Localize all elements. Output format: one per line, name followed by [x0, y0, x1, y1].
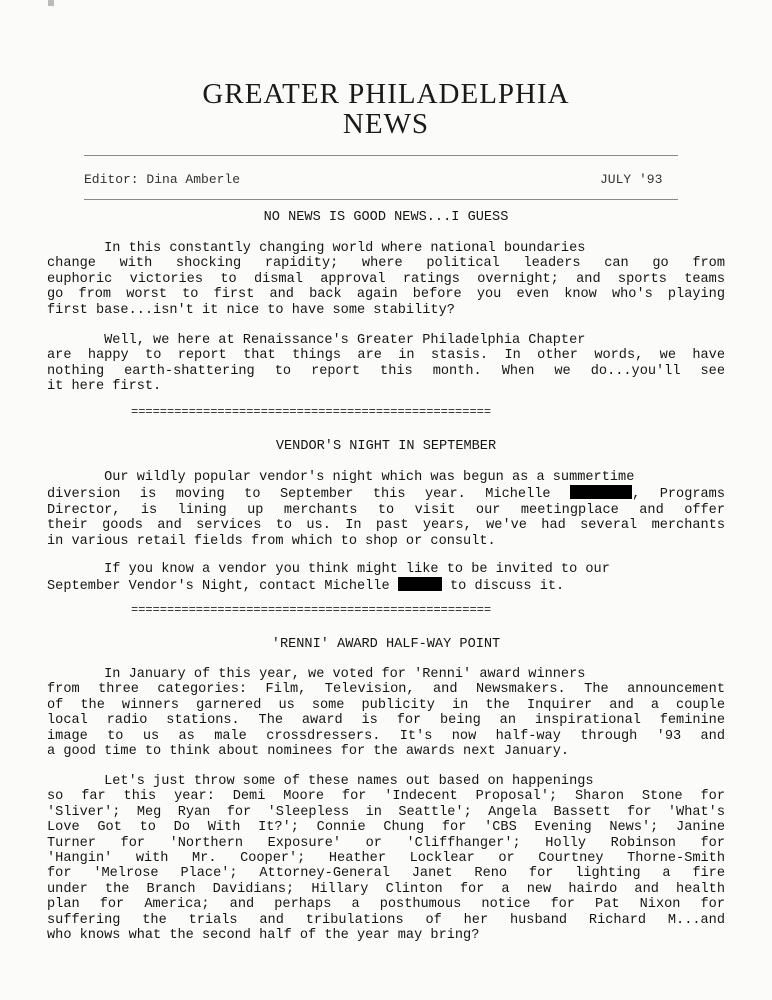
text-line: Our wildly popular vendor's night which was begun as a summertime [47, 470, 635, 485]
text-fragment: September Vendor's Night, contact Michelle [47, 579, 390, 595]
text-line: Love Got to Do With It?'; Connie Chung for 'CBS Evening News'; Janine [47, 820, 725, 836]
text-line: from three categories: Film, Television, and Newsmakers. The announcement [47, 682, 725, 698]
text-line: Turner for 'Northern Exposure' or 'Cliffhanger'; Holly Robinson for [47, 835, 725, 851]
article-paragraph [47, 470, 725, 549]
text-line: Let's just throw some of these names out based on happenings [47, 774, 594, 789]
article-headline: NO NEWS IS GOOD NEWS...I GUESS [263, 210, 509, 225]
text-line-with-redaction [47, 485, 725, 502]
article-headline: 'RENNI' AWARD HALF-WAY POINT [271, 637, 501, 652]
text-line: for 'Melrose Place'; Attorney-General Janet Reno for lighting a fire [47, 866, 725, 882]
text-line: In this constantly changing world where national boundaries [47, 241, 586, 256]
text-line: If you know a vendor you think might like to be invited to our [47, 562, 610, 577]
text-line: so far this year: Demi Moore for 'Indecent Proposal'; Sharon Stone for [47, 789, 725, 805]
article-paragraph [47, 562, 725, 595]
text-line: first base...isn't it nice to have some stability? [47, 302, 455, 318]
text-line: Well, we here at Renaissance's Greater Philadelphia Chapter [47, 333, 586, 348]
text-line: 'Sliver'; Meg Ryan for 'Sleepless in Seattle'; Angela Bassett for 'What's [47, 804, 725, 820]
text-line: go from worst to first and back again before you even know who's playing [47, 287, 725, 303]
section-divider: ================================================== [131, 603, 492, 617]
masthead-subtitle: NEWS [342, 108, 430, 140]
text-line-with-redaction [47, 577, 725, 594]
text-line: suffering the trials and tribulations of her husband Richard M...and [47, 912, 725, 928]
masthead-rule-top [84, 155, 678, 156]
masthead-title: GREATER PHILADELPHIA [202, 78, 570, 110]
text-fragment: to discuss it. [449, 579, 565, 595]
text-fragment: diversion is moving to September this year. Michelle [47, 487, 551, 503]
article-paragraph [47, 333, 725, 395]
text-line: their goods and services to us. In past years, we've had several merchants [47, 518, 725, 534]
article-paragraph [47, 774, 725, 943]
text-line: 'Hangin' with Mr. Cooper'; Heather Locklear or Courtney Thorne-Smith [47, 851, 725, 867]
text-line: Director, is lining up merchants to visit our meetingplace and offer [47, 502, 725, 518]
text-fragment: , Programs [632, 487, 725, 503]
article-paragraph [47, 667, 725, 759]
scan-mark [48, 0, 54, 6]
editor-line: Editor: Dina Amberle [84, 172, 241, 187]
text-line: a good time to think about nominees for the awards next January. [47, 744, 570, 760]
text-line: change with shocking rapidity; where political leaders can go from [47, 256, 725, 272]
text-line: are happy to report that things are in stasis. In other words, we have [47, 348, 725, 364]
text-line: nothing earth-shattering to report this month. When we do...you'll see [47, 363, 725, 379]
text-line: in various retail fields from which to shop or consult. [47, 533, 496, 549]
text-line: under the Branch Davidians; Hillary Clinton for a new hairdo and health [47, 881, 725, 897]
text-line: who knows what the second half of the year may bring? [47, 928, 480, 944]
text-line: plan for America; and perhaps a posthumous notice for Pat Nixon for [47, 897, 725, 913]
section-divider: ================================================== [131, 405, 492, 419]
issue-date: JULY '93 [600, 172, 663, 187]
text-line: euphoric victories to dismal approval ratings overnight; and sports teams [47, 271, 725, 287]
masthead-rule-bottom [84, 199, 678, 200]
redaction-bar [398, 577, 442, 591]
text-line: of the winners garnered us some publicity in the Inquirer and a couple [47, 697, 725, 713]
text-line: it here first. [47, 379, 162, 395]
text-line: local radio stations. The award is for being an inspirational feminine [47, 713, 725, 729]
redaction-bar [570, 485, 632, 499]
article-headline: VENDOR'S NIGHT IN SEPTEMBER [275, 439, 497, 454]
text-line: In January of this year, we voted for 'Renni' award winners [47, 667, 586, 682]
text-line: image to us as male crossdressers. It's now half-way through '93 and [47, 728, 725, 744]
article-paragraph [47, 241, 725, 318]
